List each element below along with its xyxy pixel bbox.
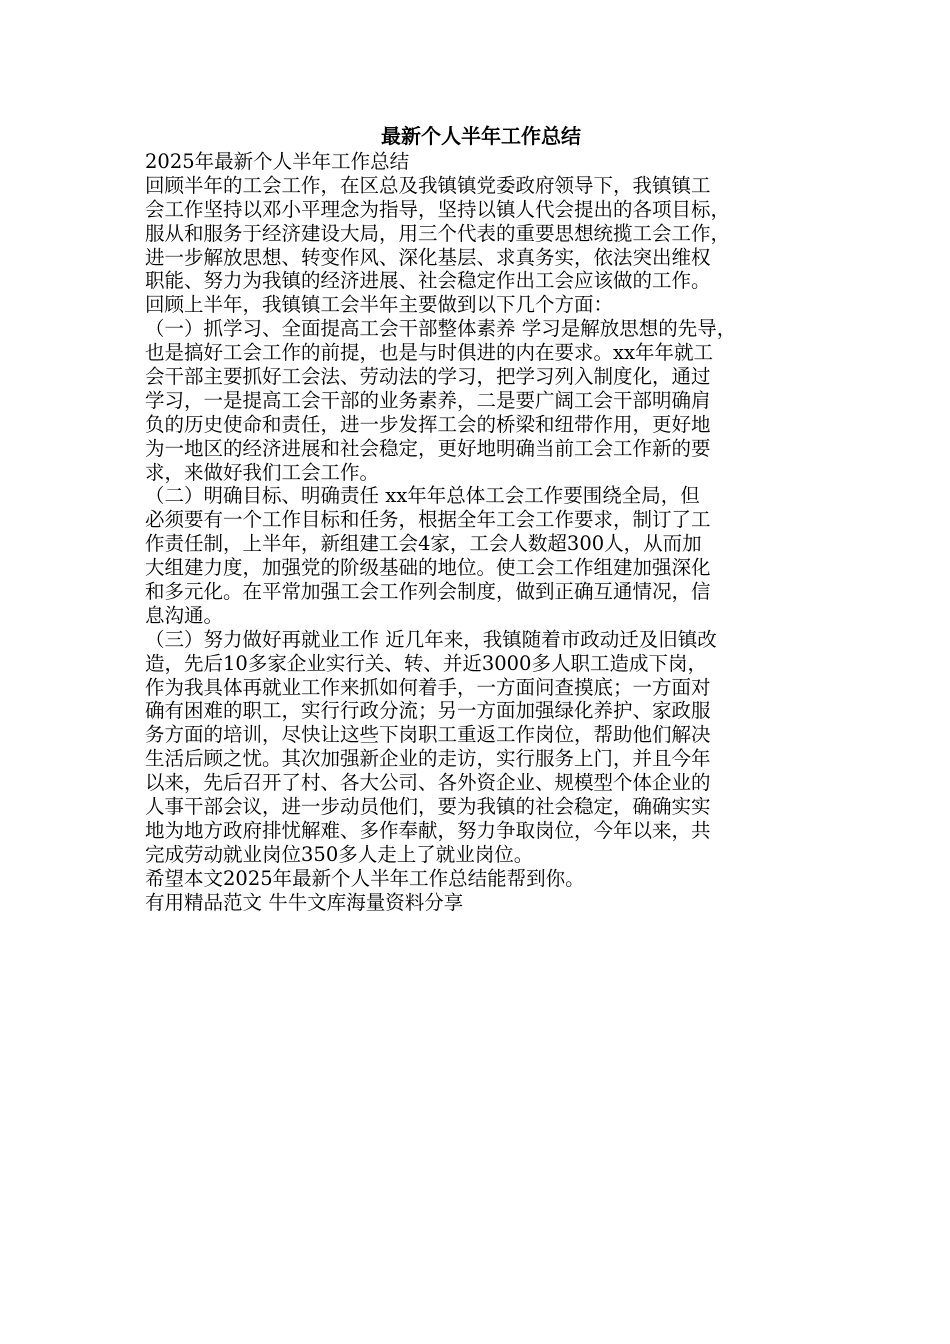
text-line: 会工作坚持以邓小平理念为指导，坚持以镇人代会提出的各项目标， [145,197,731,221]
document-title: 最新个人半年工作总结 [381,124,581,148]
text-line: 作责任制，上半年，新组建工会4家，工会人数超300人，从而加 [145,532,702,556]
text-line: 回顾上半年，我镇镇工会半年主要做到以下几个方面： [145,293,614,317]
text-line: 人事干部会议，进一步动员他们，要为我镇的社会稳定，确确实实 [145,795,711,819]
text-line: 求，来做好我们工会工作。 [145,460,380,484]
text-line: 必须要有一个工作目标和任务，根据全年工会工作要求，制订了工 [145,508,711,532]
text-line: 进一步解放思想、转变作风、深化基层、求真务实，依法突出维权 [145,245,711,269]
text-line: （三）努力做好再就业工作 近几年来，我镇随着市政动迁及旧镇改 [145,627,717,651]
text-line: 有用精品范文 牛牛文库海量资料分享 [145,890,464,914]
text-line: （一）抓学习、全面提高工会干部整体素养 学习是解放思想的先导， [145,317,737,341]
text-line: 确有困难的职工，实行行政分流；另一方面加强绿化养护、家政服 [145,699,711,723]
text-line: 生活后顾之忧。其次加强新企业的走访，实行服务上门，并且今年 [145,747,711,771]
text-line: 以来，先后召开了村、各大公司、各外资企业、规模型个体企业的 [145,771,711,795]
text-line: 学习，一是提高工会干部的业务素养，二是要广阔工会干部明确肩 [145,388,711,412]
text-line: 服从和服务于经济建设大局，用三个代表的重要思想统揽工会工作， [145,221,731,245]
text-line: 为一地区的经济进展和社会稳定，更好地明确当前工会工作新的要 [145,436,711,460]
text-line: 作为我具体再就业工作来抓如何着手，一方面问查摸底；一方面对 [145,675,711,699]
text-line: （二）明确目标、明确责任 xx年年总体工会工作要围绕全局，但 [145,484,700,508]
text-line: 职能、努力为我镇的经济进展、社会稳定作出工会应该做的工作。 [145,269,711,293]
text-line: 回顾半年的工会工作，在区总及我镇镇党委政府领导下，我镇镇工 [145,173,711,197]
text-line: 造，先后10多家企业实行关、转、并近3000多人职工造成下岗， [145,651,707,675]
text-line: 完成劳动就业岗位350多人走上了就业岗位。 [145,842,534,866]
text-line: 大组建力度，加强党的阶级基础的地位。使工会工作组建加强深化 [145,556,711,580]
text-line: 也是搞好工会工作的前提，也是与时俱进的内在要求。xx年年就工 [145,341,713,365]
text-line: 负的历史使命和责任，进一步发挥工会的桥梁和纽带作用，更好地 [145,412,711,436]
text-line: 息沟通。 [145,603,224,627]
text-line: 务方面的培训，尽快让这些下岗职工重返工作岗位，帮助他们解决 [145,723,711,747]
text-line: 会干部主要抓好工会法、劳动法的学习，把学习列入制度化，通过 [145,365,711,389]
text-line: 2025年最新个人半年工作总结 [145,150,410,173]
text-line: 和多元化。在平常加强工会工作列会制度，做到正确互通情况，信 [145,580,711,604]
text-line: 地为地方政府排忧解难、多作奉献，努力争取岗位，今年以来，共 [145,818,711,842]
text-line: 希望本文2025年最新个人半年工作总结能帮到你。 [145,866,585,890]
document-page [145,122,817,915]
